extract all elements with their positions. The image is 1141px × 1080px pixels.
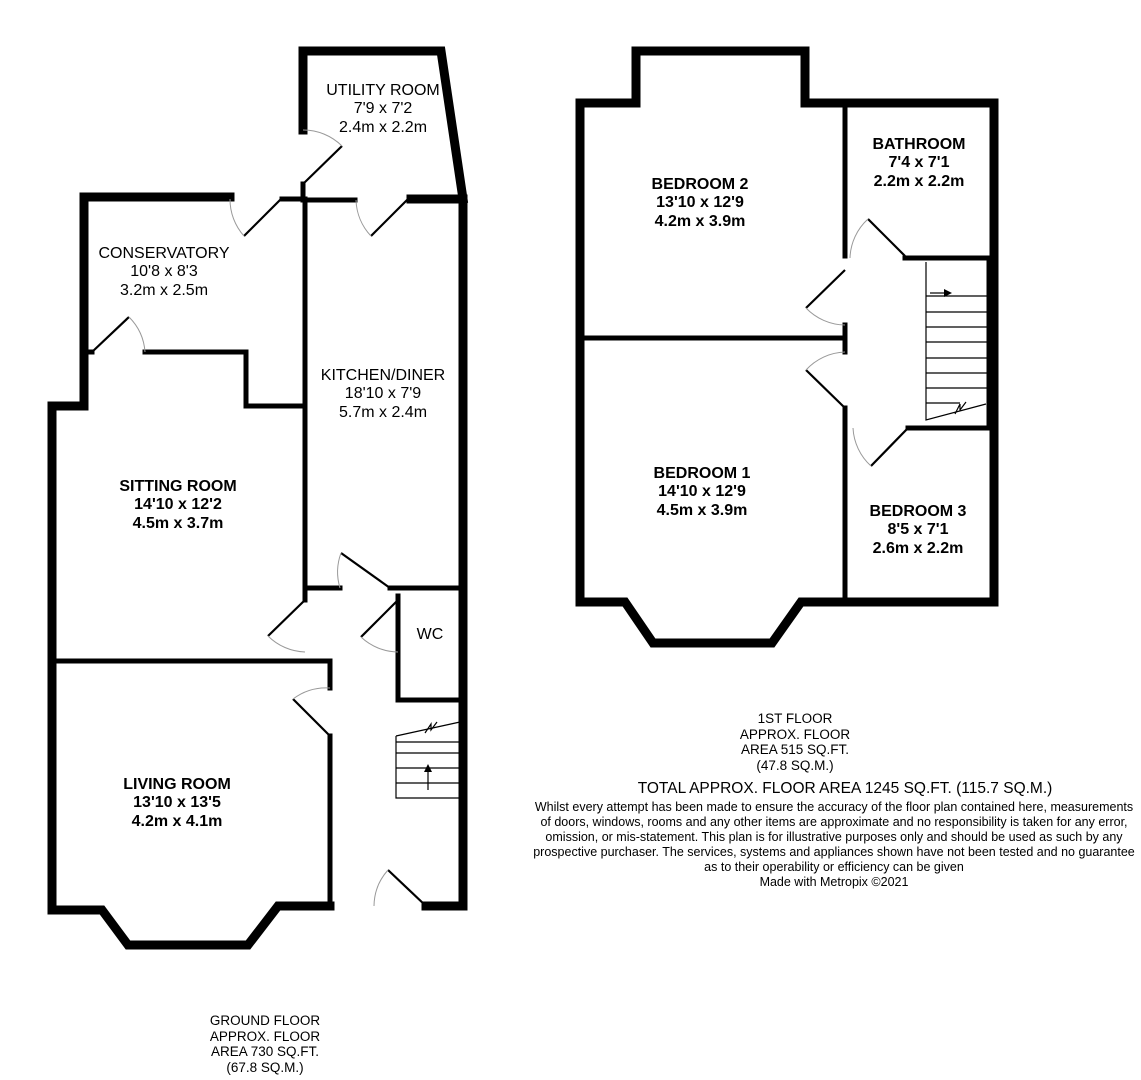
room-name: SITTING ROOM [119,478,237,495]
room-label-wc [400,626,460,644]
summary-line: 1ST FLOOR [757,711,833,726]
summary-line: GROUND FLOOR [209,1013,321,1028]
disclaimer-line: of doors, windows, rooms and any other items are approximate and no responsibility is taken for any error, [540,815,1128,829]
disclaimer-line: Whilst every attempt has been made to ensure the accuracy of the floor plan contained here, measurements [534,800,1134,814]
room-label-bedroom3 [848,503,988,558]
room-name: BEDROOM 1 [653,465,751,482]
room-name: CONSERVATORY [98,245,230,262]
room-metric: 4.2m x 4.1m [131,812,223,830]
room-label-kitchen [305,367,461,422]
room-name: BEDROOM 2 [651,176,749,193]
room-label-conservatory [82,245,246,300]
room-name: KITCHEN/DINER [320,367,446,384]
ground-staircase [396,722,460,798]
room-metric: 4.5m x 3.9m [656,501,748,519]
disclaimer-line: prospective purchaser. The services, systems and appliances shown have not been tested and no guarantee [533,845,1135,859]
room-metric: 2.6m x 2.2m [872,539,964,557]
room-imperial: 13'10 x 12'9 [656,194,744,212]
room-imperial: 7'9 x 7'2 [353,100,413,118]
room-name: BEDROOM 3 [869,503,967,520]
total-floor-area: TOTAL APPROX. FLOOR AREA 1245 SQ.FT. (115.7 SQ.M.) [637,780,1053,797]
room-metric: 2.2m x 2.2m [873,172,965,190]
ground-floor-summary [170,1013,360,1075]
first-floor-summary [700,711,890,773]
room-name: LIVING ROOM [123,776,231,793]
room-imperial: 13'10 x 13'5 [133,794,221,812]
room-label-living [70,776,284,831]
room-name: BATHROOM [872,136,966,153]
room-label-bedroom2 [610,176,790,231]
room-metric: 5.7m x 2.4m [338,403,428,421]
room-name: WC [416,626,444,643]
room-imperial: 7'4 x 7'1 [888,154,950,172]
disclaimer [528,800,1140,890]
room-label-utility [300,82,466,137]
room-imperial: 14'10 x 12'9 [658,483,746,501]
summary-line: (67.8 SQ.M.) [226,1059,304,1075]
room-imperial: 8'5 x 7'1 [887,521,949,539]
room-name: UTILITY ROOM [326,82,440,99]
room-metric: 4.5m x 3.7m [132,514,224,532]
disclaimer-line: Made with Metropix ©2021 [759,875,909,889]
ground-wall-conservatory-south [145,352,303,406]
room-label-sitting [80,478,276,533]
room-label-bedroom1 [610,465,794,520]
first-staircase [926,262,989,420]
ground-wall-wc [398,596,460,700]
disclaimer-line: omission, or mis-statement. This plan is for illustrative purposes only and should be used as such by any [545,830,1123,844]
ground-outer-wall-west [52,197,330,945]
ground-outer-wall-east [411,199,463,906]
ground-wall-utility-door-left [303,184,355,200]
summary-line: (47.8 SQ.M.) [756,757,834,773]
room-imperial: 10'8 x 8'3 [130,263,198,281]
room-label-bathroom [850,136,988,191]
room-imperial: 14'10 x 12'2 [134,496,222,514]
room-metric: 3.2m x 2.5m [119,281,209,299]
first-doors [806,219,908,466]
summary-line: AREA 730 SQ.FT. [210,1044,320,1060]
room-metric: 2.4m x 2.2m [338,118,428,136]
disclaimer-line: as to their operability or efficiency can be given [704,860,964,874]
summary-line: AREA 515 SQ.FT. [740,742,850,758]
summary-line: APPROX. FLOOR [209,1028,321,1044]
room-imperial: 18'10 x 7'9 [344,385,422,403]
room-metric: 4.2m x 3.9m [654,212,746,230]
summary-line: APPROX. FLOOR [739,726,851,742]
